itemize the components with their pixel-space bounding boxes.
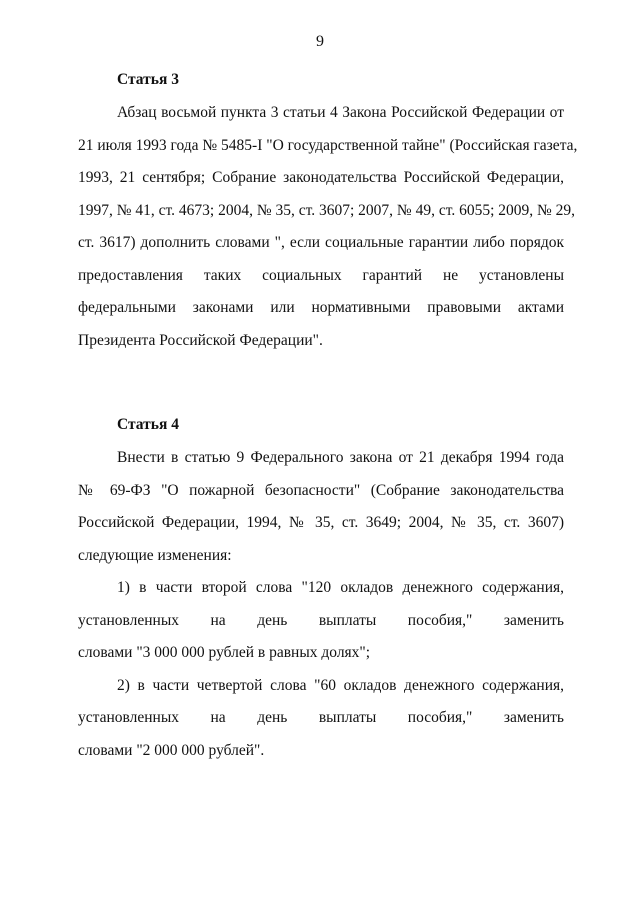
article-4 xyxy=(78,415,564,773)
article-3-paragraph xyxy=(78,103,578,351)
article-3-line: ст. 3617) дополнить словами ", если социальные гарантии либо порядок xyxy=(78,234,564,251)
article-4-line: Внести в статью 9 Федерального закона от 21 декабря 1994 года xyxy=(117,449,564,466)
article-3-line: Президента Российской Федерации". xyxy=(78,331,323,349)
article-4-title: Статья 4 xyxy=(117,416,179,433)
article-4-line: словами "3 000 000 рублей в равных долях"; xyxy=(78,644,371,661)
article-3-line: 1993, 21 сентября; Собрание законодательства Российской Федерации, xyxy=(78,169,564,186)
article-4-line: установленных на день выплаты пособия," заменить xyxy=(78,611,564,629)
article-4-item-1 xyxy=(78,578,564,663)
article-3-line: 1997, № 41, ст. 4673; 2004, № 35, ст. 3607; 2007, № 49, ст. 6055; 2009, № 29, xyxy=(78,201,576,219)
article-4-line: установленных на день выплаты пособия," заменить xyxy=(78,709,564,726)
article-3 xyxy=(78,70,578,363)
article-4-item-2 xyxy=(78,676,564,761)
article-3-line: 21 июля 1993 года № 5485-I "О государственной тайне" (Российская газета, xyxy=(78,136,578,154)
article-4-line: следующие изменения: xyxy=(78,546,232,564)
page-number: 9 xyxy=(316,33,324,50)
article-4-intro xyxy=(78,448,564,566)
article-3-title: Статья 3 xyxy=(117,71,179,88)
article-4-line: 2) в части четвертой слова "60 окладов денежного содержания, xyxy=(117,676,564,694)
article-3-line: Абзац восьмой пункта 3 статьи 4 Закона Российской Федерации от xyxy=(117,104,564,121)
article-4-line: № 69-ФЗ "О пожарной безопасности" (Собрание законодательства xyxy=(78,481,564,499)
article-4-line: словами "2 000 000 рублей". xyxy=(78,741,265,759)
article-3-line: предоставления таких социальных гарантий не установлены xyxy=(78,266,564,284)
article-4-line: 1) в части второй слова "120 окладов денежного содержания, xyxy=(117,579,564,596)
article-3-line: федеральными законами или нормативными правовыми актами xyxy=(78,299,564,316)
article-4-line: Российской Федерации, 1994, № 35, ст. 3649; 2004, № 35, ст. 3607) xyxy=(78,514,564,531)
